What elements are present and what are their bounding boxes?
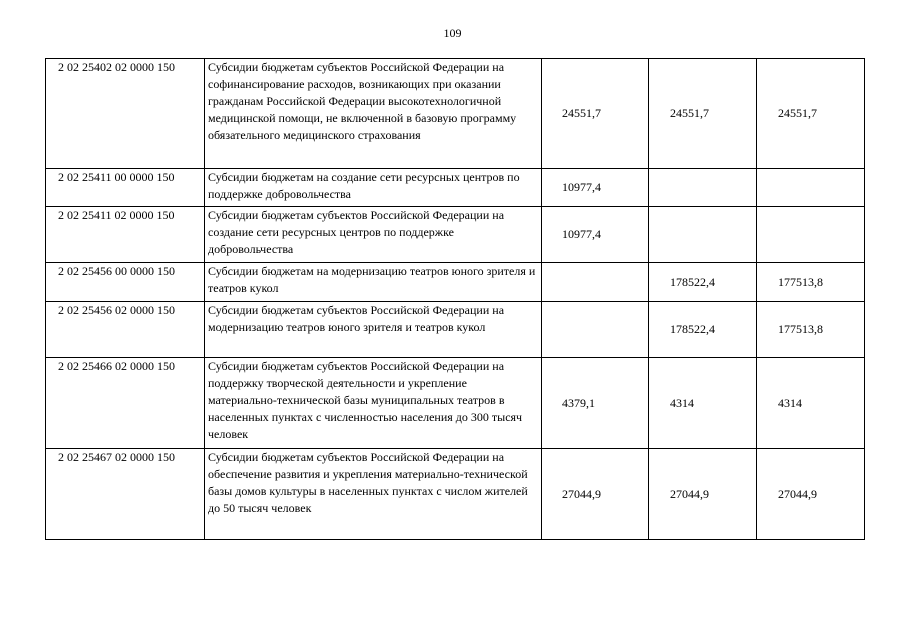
value-2-cell: 178522,4 [649, 302, 757, 358]
value-2-cell: 24551,7 [649, 59, 757, 169]
description-cell: Субсидии бюджетам субъектов Российской Федерации на создание сети ресурсных центров по поддержке добровольчества [205, 207, 542, 263]
value-3-cell: 177513,8 [757, 302, 865, 358]
table-row [46, 449, 865, 540]
table-row [46, 59, 865, 169]
table-row [46, 169, 865, 207]
value-2-cell [649, 207, 757, 263]
value-1-cell: 4379,1 [542, 358, 649, 449]
table-row [46, 358, 865, 449]
value-3-cell [757, 207, 865, 263]
budget-code-cell: 2 02 25456 00 0000 150 [46, 263, 205, 302]
value-1-cell: 24551,7 [542, 59, 649, 169]
value-3-cell [757, 169, 865, 207]
budget-code-cell: 2 02 25456 02 0000 150 [46, 302, 205, 358]
table-row [46, 302, 865, 358]
value-2-cell [649, 169, 757, 207]
value-1-cell: 10977,4 [542, 169, 649, 207]
value-3-cell: 27044,9 [757, 449, 865, 540]
page-number: 109 [443, 26, 462, 40]
description-cell: Субсидии бюджетам субъектов Российской Федерации на обеспечение развития и укрепления материально-технической базы домов культуры в населенных пунктах с числом жителей до 50 тысяч человек [205, 449, 542, 540]
budget-code-cell: 2 02 25467 02 0000 150 [46, 449, 205, 540]
budget-code-cell: 2 02 25466 02 0000 150 [46, 358, 205, 449]
value-1-cell: 27044,9 [542, 449, 649, 540]
budget-code-cell: 2 02 25411 02 0000 150 [46, 207, 205, 263]
value-1-cell [542, 302, 649, 358]
description-cell: Субсидии бюджетам субъектов Российской Федерации на модернизацию театров юного зрителя и театров кукол [205, 302, 542, 358]
table-row [46, 263, 865, 302]
value-1-cell [542, 263, 649, 302]
description-cell: Субсидии бюджетам субъектов Российской Федерации на поддержку творческой деятельности и укрепление материально-технической базы муниципальных театров в населенных пунктах с численностью населения до 300 тысяч человек [205, 358, 542, 449]
description-cell: Субсидии бюджетам субъектов Российской Федерации на софинансирование расходов, возникающих при оказании гражданам Российской Федерации высокотехнологичной медицинской помощи, не включенной в базовую программу обязательного медицинского страхования [205, 59, 542, 169]
budget-code-cell: 2 02 25411 00 0000 150 [46, 169, 205, 207]
value-3-cell: 24551,7 [757, 59, 865, 169]
description-cell: Субсидии бюджетам на модернизацию театров юного зрителя и театров кукол [205, 263, 542, 302]
budget-revenue-table [45, 58, 865, 540]
description-cell: Субсидии бюджетам на создание сети ресурсных центров по поддержке добровольчества [205, 169, 542, 207]
value-2-cell: 27044,9 [649, 449, 757, 540]
table-row [46, 207, 865, 263]
value-1-cell: 10977,4 [542, 207, 649, 263]
value-2-cell: 4314 [649, 358, 757, 449]
value-2-cell: 178522,4 [649, 263, 757, 302]
value-3-cell: 177513,8 [757, 263, 865, 302]
budget-code-cell: 2 02 25402 02 0000 150 [46, 59, 205, 169]
value-3-cell: 4314 [757, 358, 865, 449]
